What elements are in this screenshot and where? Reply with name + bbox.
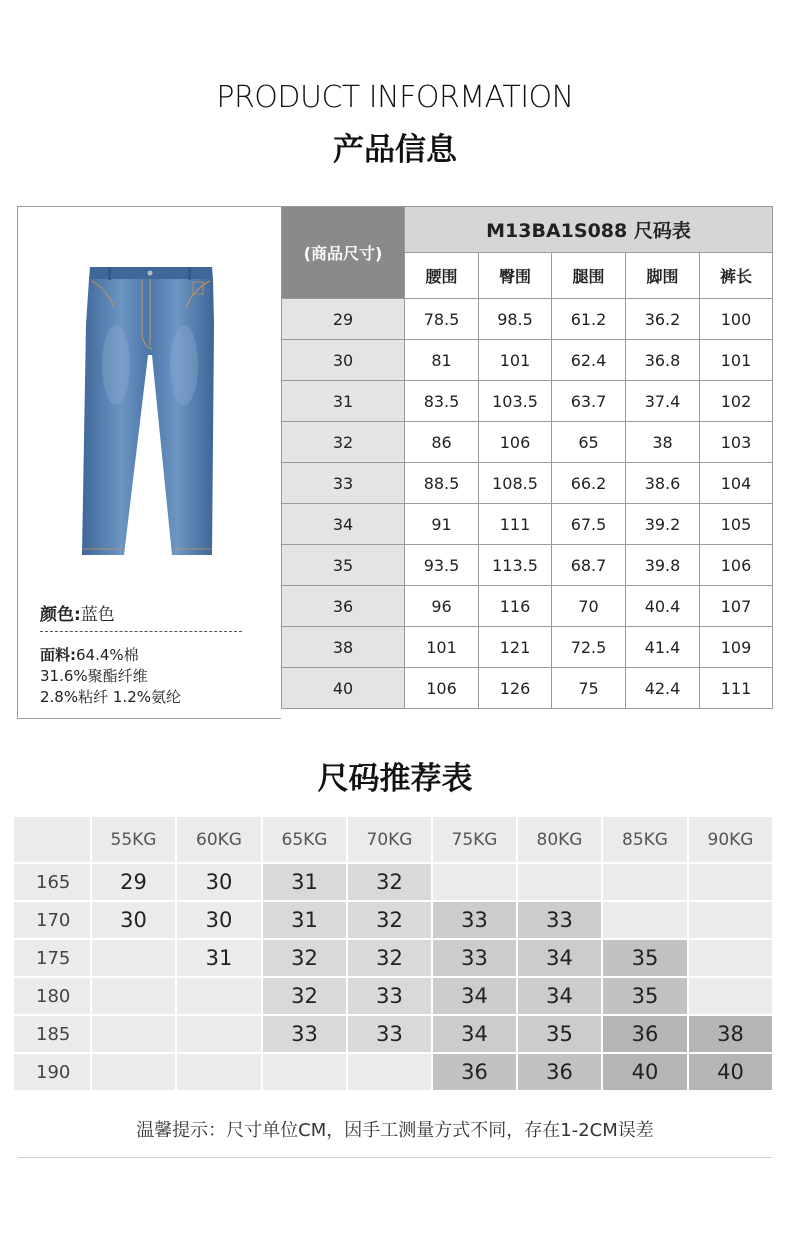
recommend-size-cell [602, 901, 688, 939]
measurement-cell: 67.5 [552, 504, 626, 545]
measurement-cell: 78.5 [405, 299, 479, 340]
recommend-size-cell [347, 1053, 432, 1091]
measurement-cell: 108.5 [479, 463, 552, 504]
recommend-title: 尺码推荐表 [317, 761, 473, 797]
size-row [282, 627, 773, 668]
measurement-cell: 68.7 [552, 545, 626, 586]
size-label-cell: 36 [282, 586, 405, 627]
recommend-size-cell: 34 [517, 977, 602, 1015]
measurement-cell: 70 [552, 586, 626, 627]
size-row [282, 668, 773, 709]
size-label-cell: 35 [282, 545, 405, 586]
title-chinese: 产品信息 [333, 132, 457, 168]
recommend-size-cell: 36 [517, 1053, 602, 1091]
recommend-size-cell: 32 [347, 901, 432, 939]
recommend-size-cell: 33 [347, 1015, 432, 1053]
measurement-cell: 42.4 [626, 668, 700, 709]
weight-header-cell: 75KG [432, 817, 517, 863]
size-column-header: 腿围 [552, 253, 626, 299]
height-label-cell: 170 [14, 901, 91, 939]
measurement-cell: 93.5 [405, 545, 479, 586]
fabric-label: 面料: [40, 646, 76, 664]
size-label-cell: 32 [282, 422, 405, 463]
measurement-cell: 38.6 [626, 463, 700, 504]
measurement-cell: 61.2 [552, 299, 626, 340]
size-row [282, 340, 773, 381]
size-label-cell: 40 [282, 668, 405, 709]
recommend-size-cell: 35 [517, 1015, 602, 1053]
size-corner-label: (商品尺寸) [282, 207, 405, 299]
recommend-size-cell: 34 [432, 1015, 517, 1053]
recommend-size-cell: 29 [91, 863, 176, 901]
recommend-size-cell [602, 863, 688, 901]
size-chart-table [281, 206, 773, 709]
measurement-cell: 38 [626, 422, 700, 463]
recommend-row [14, 977, 773, 1015]
jeans-image [80, 265, 220, 557]
color-info [40, 600, 115, 625]
size-row [282, 586, 773, 627]
measurement-cell: 107 [700, 586, 773, 627]
recommend-size-cell: 33 [432, 901, 517, 939]
measurement-cell: 106 [479, 422, 552, 463]
measurement-cell: 121 [479, 627, 552, 668]
measurement-cell: 106 [700, 545, 773, 586]
recommend-size-cell: 40 [688, 1053, 773, 1091]
measurement-cell: 86 [405, 422, 479, 463]
size-row [282, 381, 773, 422]
size-label-cell: 33 [282, 463, 405, 504]
recommend-size-cell [432, 863, 517, 901]
recommend-size-cell: 30 [176, 863, 262, 901]
measurement-cell: 96 [405, 586, 479, 627]
size-row [282, 545, 773, 586]
measurement-cell: 66.2 [552, 463, 626, 504]
size-column-header: 臀围 [479, 253, 552, 299]
recommend-size-cell [176, 977, 262, 1015]
recommend-row [14, 939, 773, 977]
recommend-size-cell: 36 [432, 1053, 517, 1091]
recommend-size-cell [688, 863, 773, 901]
measurement-cell: 105 [700, 504, 773, 545]
recommend-size-cell [688, 977, 773, 1015]
weight-header-cell: 80KG [517, 817, 602, 863]
product-panel [17, 206, 281, 719]
height-label-cell: 165 [14, 863, 91, 901]
divider [40, 631, 242, 632]
measurement-cell: 104 [700, 463, 773, 504]
recommend-size-cell [176, 1015, 262, 1053]
recommend-row [14, 1053, 773, 1091]
size-label-cell: 30 [282, 340, 405, 381]
recommend-header-row [14, 817, 773, 863]
recommend-size-cell: 33 [432, 939, 517, 977]
size-column-header: 裤长 [700, 253, 773, 299]
recommend-size-cell: 33 [517, 901, 602, 939]
recommend-size-cell: 33 [347, 977, 432, 1015]
size-label-cell: 31 [282, 381, 405, 422]
color-value: 蓝色 [80, 605, 115, 625]
measurement-cell: 101 [700, 340, 773, 381]
measurement-cell: 103 [700, 422, 773, 463]
size-label-cell: 38 [282, 627, 405, 668]
title-english: PRODUCT INFORMATION [216, 80, 574, 115]
recommend-size-cell: 34 [432, 977, 517, 1015]
weight-header-cell: 85KG [602, 817, 688, 863]
size-column-header: 脚围 [626, 253, 700, 299]
measurement-cell: 75 [552, 668, 626, 709]
measurement-cell: 72.5 [552, 627, 626, 668]
recommend-row [14, 901, 773, 939]
recommend-size-cell: 35 [602, 939, 688, 977]
height-label-cell: 190 [14, 1053, 91, 1091]
recommend-size-cell: 30 [176, 901, 262, 939]
measurement-cell: 103.5 [479, 381, 552, 422]
measurement-cell: 101 [479, 340, 552, 381]
measurement-cell: 126 [479, 668, 552, 709]
measurement-cell: 98.5 [479, 299, 552, 340]
measurement-cell: 81 [405, 340, 479, 381]
measurement-cell: 111 [700, 668, 773, 709]
measurement-cell: 91 [405, 504, 479, 545]
recommend-size-cell: 31 [262, 901, 347, 939]
size-label-cell: 34 [282, 504, 405, 545]
weight-header-cell: 65KG [262, 817, 347, 863]
recommend-size-cell: 31 [262, 863, 347, 901]
measurement-cell: 41.4 [626, 627, 700, 668]
recommend-size-cell [91, 939, 176, 977]
size-row [282, 504, 773, 545]
bottom-divider [18, 1157, 772, 1158]
size-row [282, 422, 773, 463]
size-chart-title: M13BA1S088 尺码表 [405, 207, 773, 253]
weight-header-cell: 55KG [91, 817, 176, 863]
recommend-size-cell: 33 [262, 1015, 347, 1053]
height-label-cell: 185 [14, 1015, 91, 1053]
recommend-size-cell: 30 [91, 901, 176, 939]
fabric-line-1: 64.4%棉 [76, 646, 139, 664]
fabric-line-3: 2.8%粘纤 1.2%氨纶 [40, 688, 181, 706]
measurement-cell: 109 [700, 627, 773, 668]
size-label-cell: 29 [282, 299, 405, 340]
recommend-size-cell: 32 [347, 863, 432, 901]
recommend-size-cell: 36 [602, 1015, 688, 1053]
recommend-size-cell: 31 [176, 939, 262, 977]
recommend-size-cell [517, 863, 602, 901]
color-label: 颜色: [40, 605, 81, 625]
fabric-line-2: 31.6%聚酯纤维 [40, 667, 148, 685]
recommend-size-cell: 32 [262, 939, 347, 977]
measurement-cell: 113.5 [479, 545, 552, 586]
recommend-size-cell [91, 977, 176, 1015]
height-label-cell: 175 [14, 939, 91, 977]
measurement-cell: 88.5 [405, 463, 479, 504]
recommend-size-cell: 40 [602, 1053, 688, 1091]
measurement-cell: 62.4 [552, 340, 626, 381]
measurement-cell: 102 [700, 381, 773, 422]
size-column-header: 腰围 [405, 253, 479, 299]
measurement-cell: 36.2 [626, 299, 700, 340]
measurement-cell: 65 [552, 422, 626, 463]
measurement-cell: 37.4 [626, 381, 700, 422]
measurement-cell: 106 [405, 668, 479, 709]
measurement-cell: 39.2 [626, 504, 700, 545]
recommend-size-cell: 32 [262, 977, 347, 1015]
measurement-cell: 100 [700, 299, 773, 340]
measurement-cell: 39.8 [626, 545, 700, 586]
recommend-size-cell [91, 1015, 176, 1053]
recommend-row [14, 863, 773, 901]
recommend-size-cell: 38 [688, 1015, 773, 1053]
recommend-size-cell [688, 901, 773, 939]
recommend-size-cell [262, 1053, 347, 1091]
recommend-size-cell: 35 [602, 977, 688, 1015]
measurement-note: 温馨提示：尺寸单位CM，因手工测量方式不同，存在1-2CM误差 [136, 1120, 654, 1141]
recommend-row [14, 1015, 773, 1053]
size-row [282, 463, 773, 504]
recommend-size-cell: 32 [347, 939, 432, 977]
measurement-cell: 83.5 [405, 381, 479, 422]
measurement-cell: 36.8 [626, 340, 700, 381]
fabric-info [40, 645, 181, 708]
recommend-corner-cell [14, 817, 91, 863]
recommend-size-cell: 34 [517, 939, 602, 977]
measurement-cell: 116 [479, 586, 552, 627]
recommend-size-cell [688, 939, 773, 977]
weight-header-cell: 60KG [176, 817, 262, 863]
recommend-size-cell [176, 1053, 262, 1091]
weight-header-cell: 90KG [688, 817, 773, 863]
recommend-size-cell [91, 1053, 176, 1091]
measurement-cell: 101 [405, 627, 479, 668]
height-label-cell: 180 [14, 977, 91, 1015]
weight-header-cell: 70KG [347, 817, 432, 863]
measurement-cell: 40.4 [626, 586, 700, 627]
measurement-cell: 111 [479, 504, 552, 545]
size-recommend-table [14, 817, 774, 1092]
size-row [282, 299, 773, 340]
measurement-cell: 63.7 [552, 381, 626, 422]
